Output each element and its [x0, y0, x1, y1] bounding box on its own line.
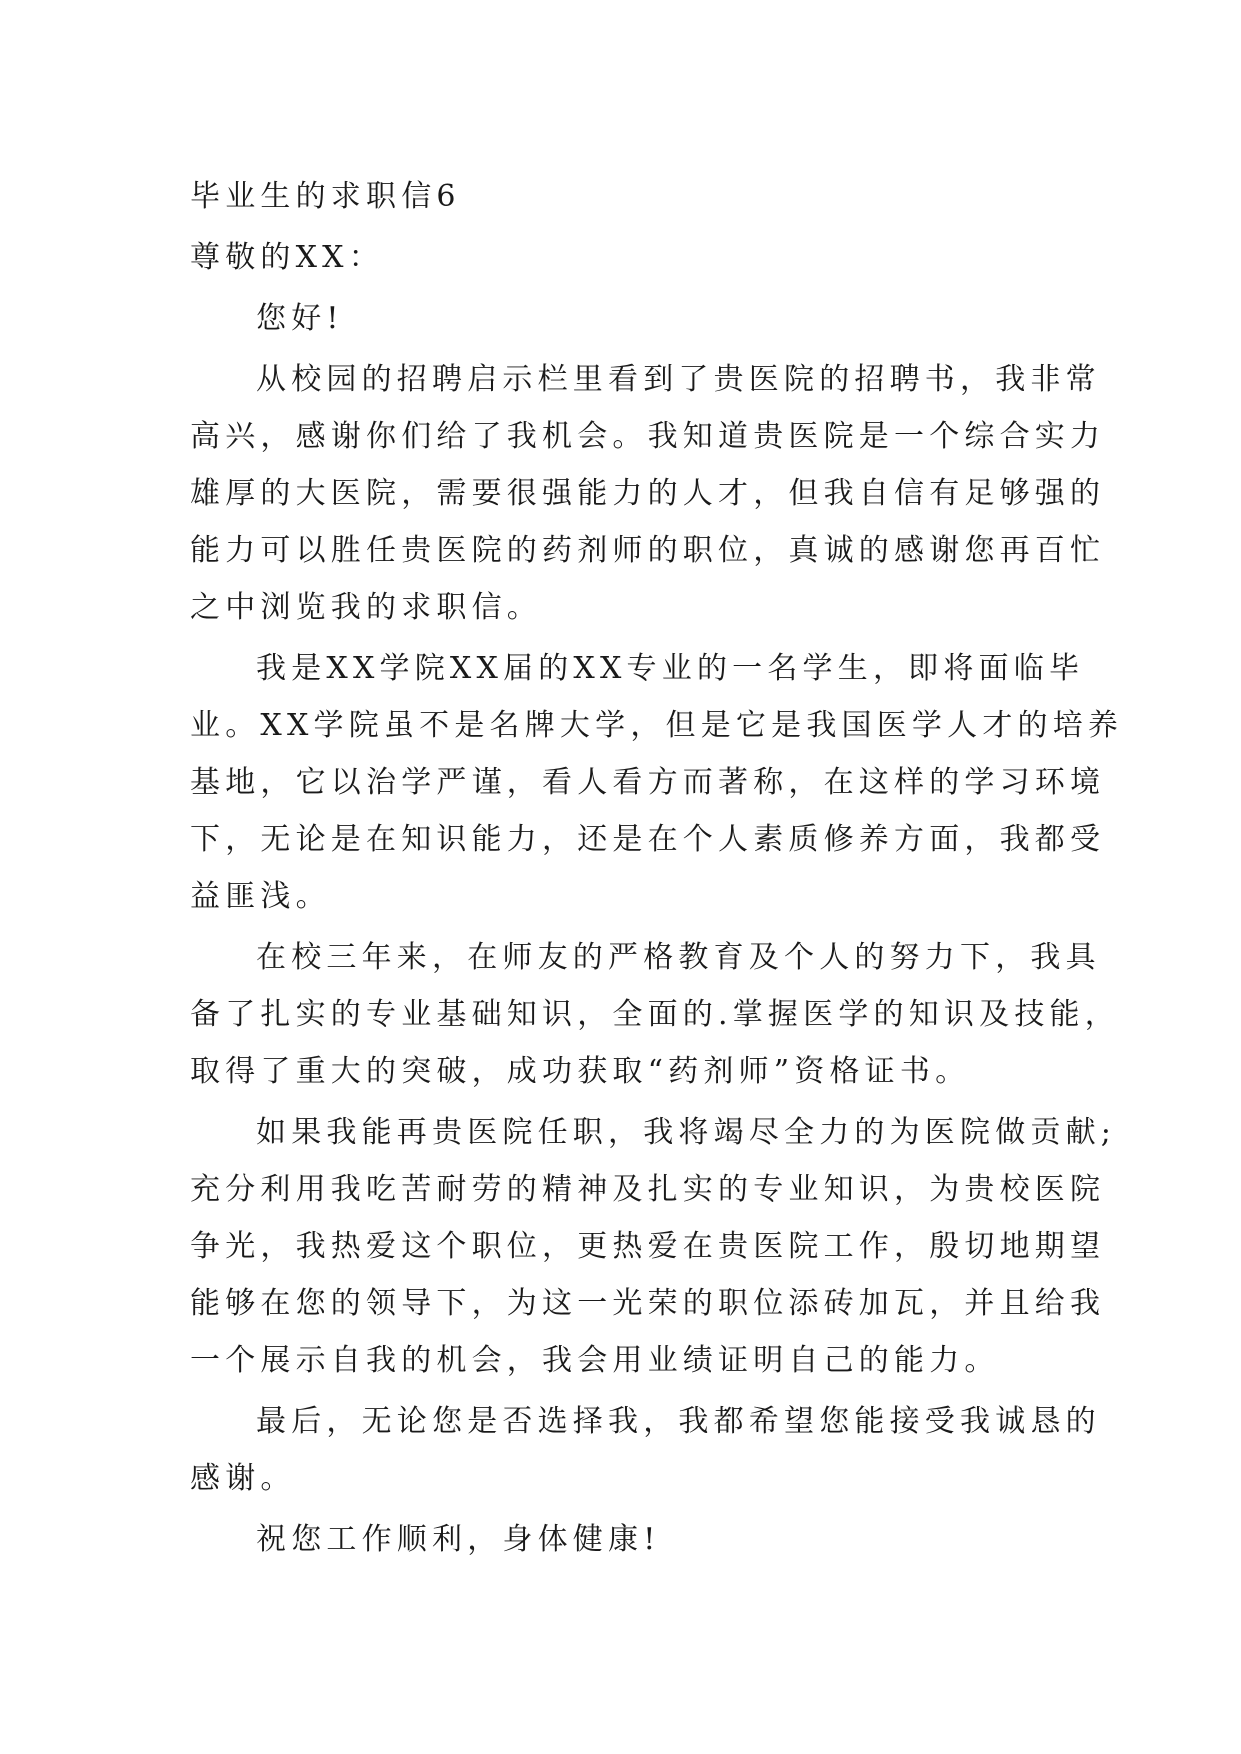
- paragraph-2: [190, 640, 1124, 925]
- paragraph-line: 高兴，感谢你们给了我机会。我知道贵医院是一个综合实力: [190, 419, 1106, 454]
- paragraph-line: 最后，无论您是否选择我，我都希望您能接受我诚恳的: [256, 1404, 1101, 1439]
- paragraph-4: [190, 1104, 1117, 1389]
- paragraph-line: 业。XX学院虽不是名牌大学，但是它是我国医学人才的培养: [190, 708, 1124, 743]
- paragraph-line: 一个展示自我的机会，我会用业绩证明自己的能力。: [190, 1343, 1000, 1378]
- paragraph-line: 争光，我热爱这个职位，更热爱在贵医院工作，殷切地期望: [190, 1229, 1106, 1264]
- paragraph-line: 我是XX学院XX届的XX专业的一名学生，即将面临毕: [256, 651, 1085, 686]
- paragraph-line: 益匪浅。: [190, 879, 331, 914]
- paragraph-line: 感谢。: [190, 1461, 296, 1496]
- paragraph-3: [190, 929, 1120, 1100]
- greeting: 您好!: [256, 301, 344, 336]
- paragraph-line: 取得了重大的突破，成功获取“药剂师”资格证书。: [190, 1054, 971, 1089]
- paragraph-5: [190, 1393, 1101, 1507]
- paragraph-line: 雄厚的大医院，需要很强能力的人才，但我自信有足够强的: [190, 476, 1106, 511]
- paragraph-line: 能够在您的领导下，为这一光荣的职位添砖加瓦，并且给我: [190, 1286, 1106, 1321]
- closing: 祝您工作顺利，身体健康!: [256, 1522, 661, 1557]
- paragraph-line: 在校三年来，在师友的严格教育及个人的努力下，我具: [256, 940, 1101, 975]
- paragraph-line: 如果我能再贵医院任职，我将竭尽全力的为医院做贡献;: [256, 1115, 1117, 1150]
- paragraph-line: 下，无论是在知识能力，还是在个人素质修养方面，我都受: [190, 822, 1106, 857]
- paragraph-line: 充分利用我吃苦耐劳的精神及扎实的专业知识，为贵校医院: [190, 1172, 1106, 1207]
- paragraph-line: 备了扎实的专业基础知识，全面的.掌握医学的知识及技能，: [190, 997, 1120, 1032]
- document-page: [190, 168, 1124, 1568]
- paragraph-line: 从校园的招聘启示栏里看到了贵医院的招聘书，我非常: [256, 362, 1101, 397]
- paragraph-line: 能力可以胜任贵医院的药剂师的职位，真诚的感谢您再百忙: [190, 533, 1106, 568]
- paragraph-line: 基地，它以治学严谨，看人看方而著称，在这样的学习环境: [190, 765, 1106, 800]
- salutation: 尊敬的XX：: [190, 240, 384, 275]
- paragraph-line: 之中浏览我的求职信。: [190, 590, 542, 625]
- document-title: 毕业生的求职信6: [190, 179, 461, 214]
- paragraph-1: [190, 351, 1106, 636]
